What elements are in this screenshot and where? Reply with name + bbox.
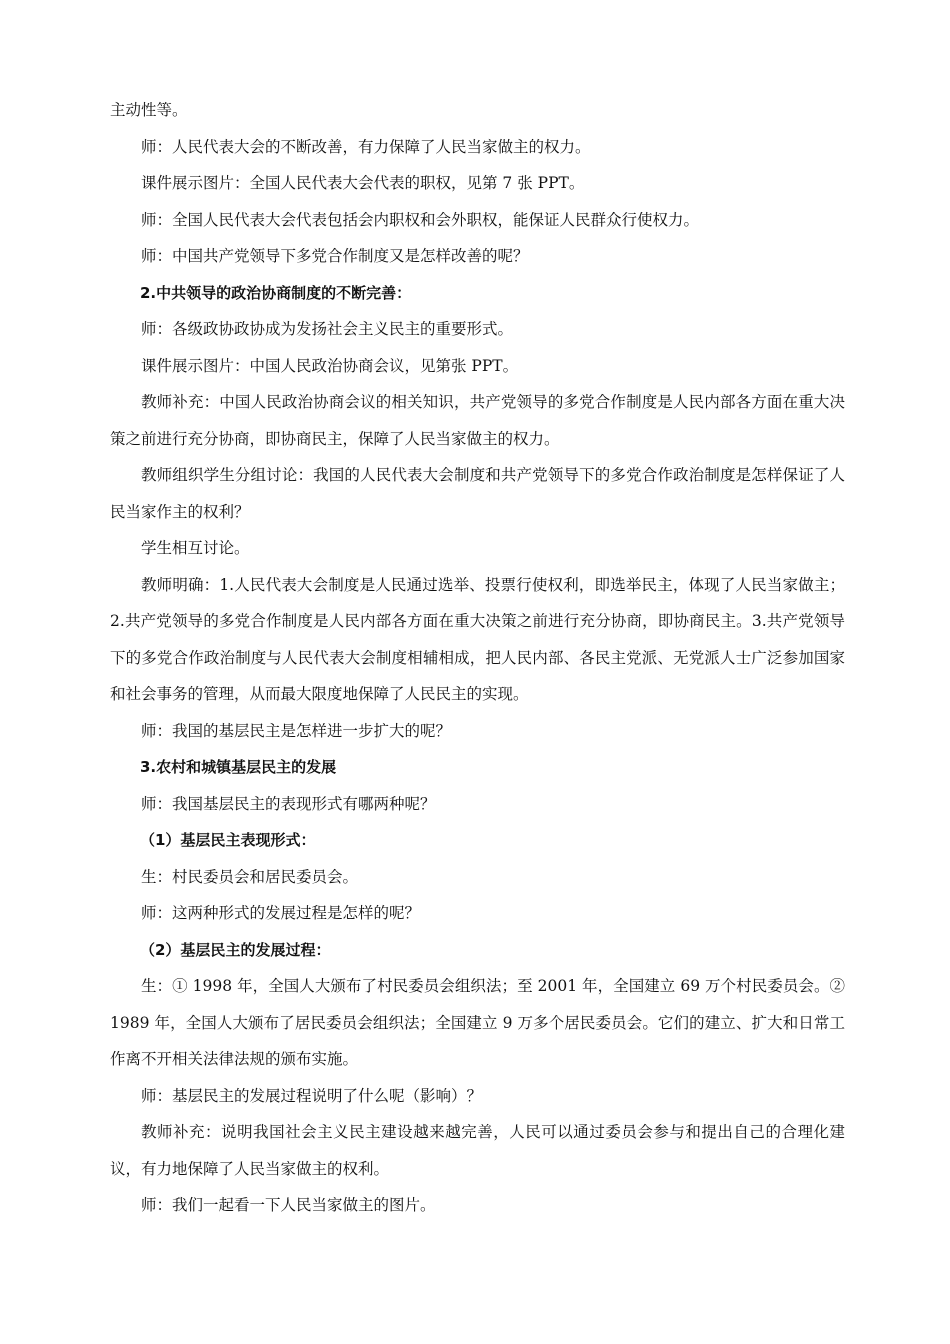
paragraph: 主动性等。	[110, 101, 188, 119]
subsection-heading: （2）基层民主的发展过程：	[140, 940, 331, 959]
paragraph: 师：这两种形式的发展过程是怎样的呢？	[141, 904, 421, 922]
section-heading: 2.中共领导的政治协商制度的不断完善：	[140, 283, 412, 302]
section-heading: 3.农村和城镇基层民主的发展	[140, 758, 337, 776]
paragraph: 课件展示图片：中国人民政治协商会议，见第张 PPT。	[141, 356, 519, 375]
paragraph: 生：村民委员会和居民委员会。	[141, 867, 359, 886]
paragraph: 师：全国人民代表大会代表包括会内职权和会外职权，能保证人民群众行使权力。	[141, 210, 700, 229]
paragraph: 师：基层民主的发展过程说明了什么呢（影响）？	[141, 1086, 483, 1105]
paragraph: 教师组织学生分组讨论：我国的人民代表大会制度和共产党领导下的多党合作政治制度是怎样保证了人民当家作主的权利？	[110, 466, 845, 521]
paragraph: 师：我国基层民主的表现形式有哪两种呢？	[141, 794, 436, 813]
paragraph: 学生相互讨论。	[141, 539, 250, 557]
paragraph: 师：各级政协政协成为发扬社会主义民主的重要形式。	[141, 320, 514, 338]
paragraph: 教师补充：说明我国社会主义民主建设越来越完善，人民可以通过委员会参与和提出自己的合理化建议，有力地保障了人民当家做主的权利。	[110, 1123, 845, 1178]
paragraph: 师：我国的基层民主是怎样进一步扩大的呢？	[141, 721, 452, 740]
paragraph: 师：中国共产党领导下多党合作制度又是怎样改善的呢？	[141, 247, 529, 265]
paragraph: 课件展示图片：全国人民代表大会代表的职权，见第 7 张 PPT。	[141, 174, 585, 192]
paragraph: 生：① 1998 年，全国人大颁布了村民委员会组织法；至 2001 年，全国建立 69 万个村民委员会。② 1989 年，全国人大颁布了居民委员会组织法；全国建立 9 万多个居民委员会。它们的建立、扩大和日常工作离不开相关法律法规的颁布实施。	[110, 977, 845, 1068]
subsection-heading: （1）基层民主表现形式：	[140, 831, 316, 849]
paragraph: 师：我们一起看一下人民当家做主的图片。	[141, 1196, 436, 1214]
paragraph: 教师补充：中国人民政治协商会议的相关知识，共产党领导的多党合作制度是人民内部各方面在重大决策之前进行充分协商，即协商民主，保障了人民当家做主的权力。	[110, 393, 845, 448]
document-body	[110, 92, 845, 1224]
paragraph: 教师明确：1.人民代表大会制度是人民通过选举、投票行使权利，即选举民主，体现了人民当家做主；2.共产党领导的多党合作制度是人民内部各方面在重大决策之前进行充分协商，即协商民主。3.共产党领导下的多党合作政治制度与人民代表大会制度相辅相成，把人民内部、各民主党派、无党派人士广泛参加国家和社会事务的管理，从而最大限度地保障了人民民主的实现。	[110, 575, 845, 703]
paragraph: 师：人民代表大会的不断改善，有力保障了人民当家做主的权力。	[141, 137, 591, 156]
